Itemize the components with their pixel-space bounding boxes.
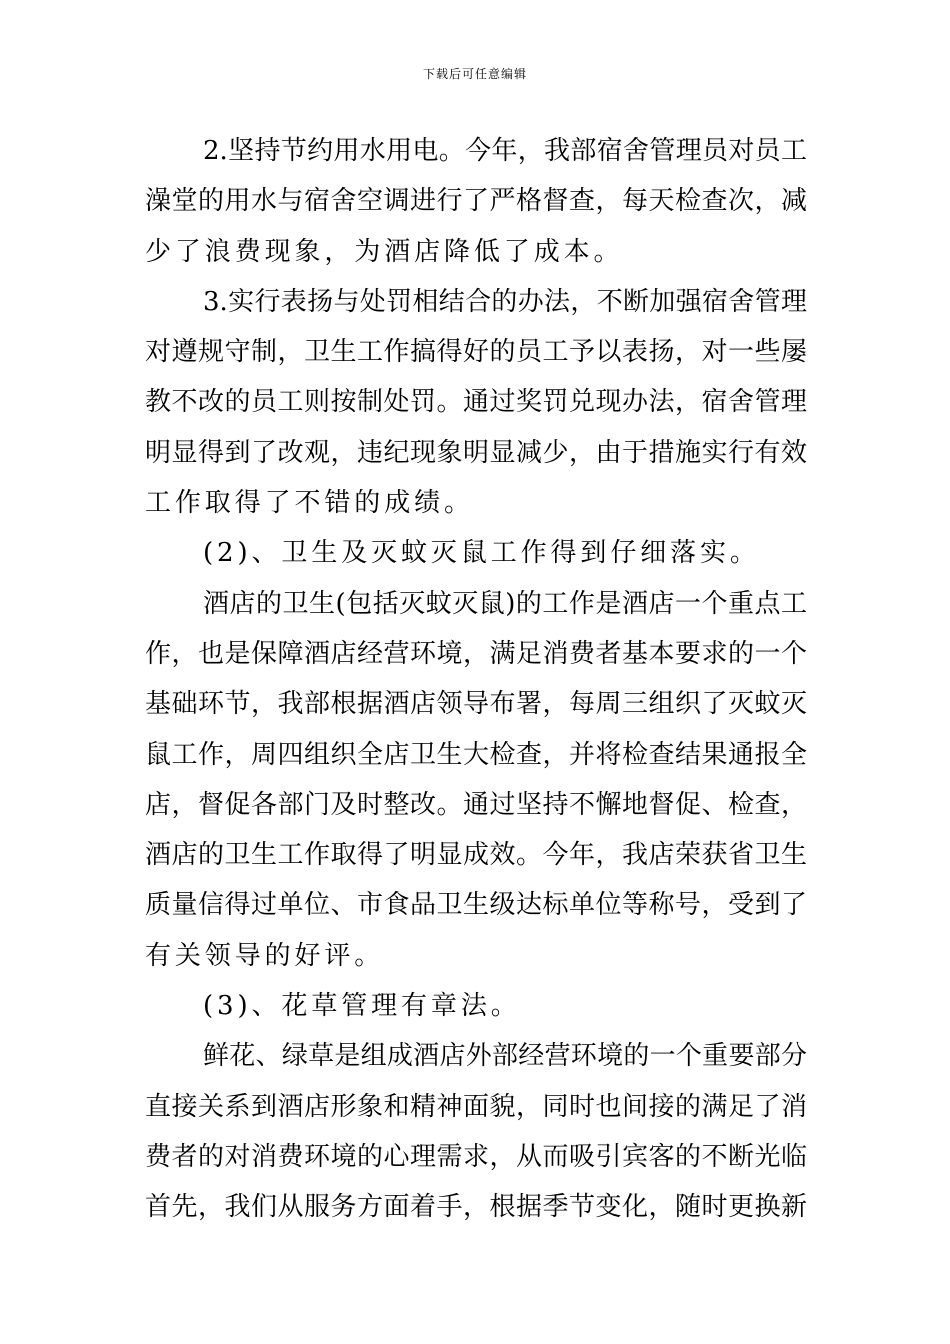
text-line: 少了浪费现象，为酒店降低了成本。 [145,236,624,267]
text-line: 基础环节，我部根据酒店领导布署，每周三组织了灭蚊灭 [145,689,807,720]
text-line: 教不改的员工则按制处罚。通过奖罚兑现办法，宿舍管理 [145,387,807,418]
text-line: 质量信得过单位、市食品卫生级达标单位等称号，受到了 [145,890,807,921]
text-line: 有关领导的好评。 [145,940,385,971]
text-line: 2.坚持节约用水用电。今年，我部宿舍管理员对员工 [203,136,807,166]
text-line: 酒店的卫生工作取得了明显成效。今年，我店荣获省卫生 [145,840,807,871]
text-line: 澡堂的用水与宿舍空调进行了严格督查，每天检查次，减 [145,186,807,217]
text-line: 直接关系到酒店形象和精神面貌，同时也间接的满足了消 [145,1091,807,1122]
text-line: 鼠工作，周四组织全店卫生大检查，并将检查结果通报全 [145,739,807,770]
text-line: 首先，我们从服务方面着手，根据季节变化，随时更换新 [145,1192,807,1223]
text-line: (3)、花草管理有章法。 [203,991,521,1022]
text-line: (2)、卫生及灭蚊灭鼠工作得到仔细落实。 [203,538,760,569]
text-line: 鲜花、绿草是组成酒店外部经营环境的一个重要部分 [203,1041,807,1072]
text-line: 工作取得了不错的成绩。 [145,488,474,519]
body-text [145,131,807,1238]
text-line: 3.实行表扬与处罚相结合的办法，不断加强宿舍管理 [203,286,807,317]
text-line: 明显得到了改观，违纪现象明显减少，由于措施实行有效 [145,437,807,468]
text-line: 作，也是保障酒店经营环境，满足消费者基本要求的一个 [145,638,807,669]
text-line: 酒店的卫生(包括灭蚊灭鼠)的工作是酒店一个重点工 [203,588,807,619]
page-header: 下载后可任意编辑 [422,67,527,81]
text-line: 费者的对消费环境的心理需求，从而吸引宾客的不断光临 [145,1141,807,1172]
text-line: 店，督促各部门及时整改。通过坚持不懈地督促、检查， [145,789,807,820]
text-line: 对遵规守制，卫生工作搞得好的员工予以表扬，对一些屡 [145,337,807,368]
